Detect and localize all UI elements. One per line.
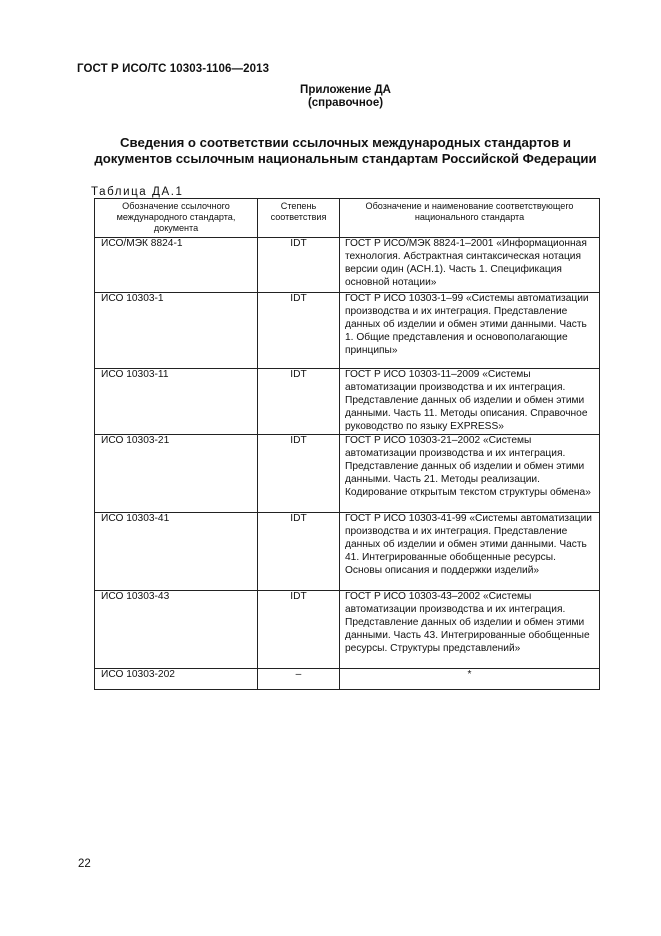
reference-cell: ИСО 10303-21 <box>95 435 258 513</box>
table-row <box>95 238 600 293</box>
page-number: 22 <box>78 858 91 870</box>
column-header-national: Обозначение и наименование соответствующего национального стандарта <box>340 199 600 238</box>
national-standard-cell: ГОСТ Р ИСО 10303-11–2009 «Системы автоматизации производства и их интеграция. Представление данных об изделии и обмен этими данными. Часть 11. Методы описания. Справочное руководство по языку EXPRESS» <box>340 369 600 435</box>
main-title: Сведения о соответствии ссылочных международных стандартов и документов ссылочным национальным стандартам Российской Федерации <box>94 135 597 166</box>
degree-cell: IDT <box>258 513 340 591</box>
reference-cell: ИСО 10303-1 <box>95 293 258 369</box>
national-standard-cell: ГОСТ Р ИСО/МЭК 8824-1–2001 «Информационная технология. Абстрактная синтаксическая нотация версии один (АСН.1). Часть 1. Спецификация основной нотации» <box>340 238 600 293</box>
reference-cell: ИСО 10303-43 <box>95 591 258 669</box>
degree-cell: IDT <box>258 369 340 435</box>
table-row <box>95 669 600 690</box>
table-row <box>95 369 600 435</box>
appendix-type: (справочное) <box>307 97 384 109</box>
degree-cell: IDT <box>258 591 340 669</box>
document-code: ГОСТ Р ИСО/ТС 10303-1106—2013 <box>77 63 270 75</box>
degree-cell: IDT <box>258 435 340 513</box>
degree-cell: IDT <box>258 238 340 293</box>
national-standard-cell: ГОСТ Р ИСО 10303-41-99 «Системы автоматизации производства и их интеграция. Представление данных об изделии и обмен этими данными. Часть 41. Интегрированные обобщенные ресурсы. Основы описания и поддержки изделий» <box>340 513 600 591</box>
national-standard-cell: ГОСТ Р ИСО 10303-43–2002 «Системы автоматизации производства и их интеграция. Представление данных об изделии и обмен этими данными. Часть 43. Интегрированные обобщенные ресурсы. Структуры представлений» <box>340 591 600 669</box>
national-standard-cell: ГОСТ Р ИСО 10303-21–2002 «Системы автоматизации производства и их интеграция. Представление данных об изделии и обмен этими данными. Часть 21. Методы реализации. Кодирование открытым текстом структуры обмена» <box>340 435 600 513</box>
column-header-degree: Степень соответствия <box>258 199 340 238</box>
national-standard-cell: ГОСТ Р ИСО 10303-1–99 «Системы автоматизации производства и их интеграция. Представление данных об изделии и обмен этими данными. Часть 1. Общие представления и основополагающие принципы» <box>340 293 600 369</box>
appendix-title: Приложение ДА <box>300 84 391 96</box>
degree-cell: – <box>258 669 340 690</box>
national-standard-cell: * <box>340 669 600 690</box>
table-header-row <box>95 199 600 238</box>
reference-cell: ИСО 10303-11 <box>95 369 258 435</box>
degree-cell: IDT <box>258 293 340 369</box>
table-row <box>95 435 600 513</box>
table-caption: Таблица ДА.1 <box>91 186 184 198</box>
table-row <box>95 591 600 669</box>
reference-cell: ИСО 10303-41 <box>95 513 258 591</box>
table-row <box>95 513 600 591</box>
reference-cell: ИСО 10303-202 <box>95 669 258 690</box>
column-header-reference: Обозначение ссылочного международного стандарта, документа <box>95 199 258 238</box>
reference-cell: ИСО/МЭК 8824-1 <box>95 238 258 293</box>
appendix-heading <box>0 84 661 110</box>
table-row <box>95 293 600 369</box>
correspondence-table <box>94 198 600 690</box>
